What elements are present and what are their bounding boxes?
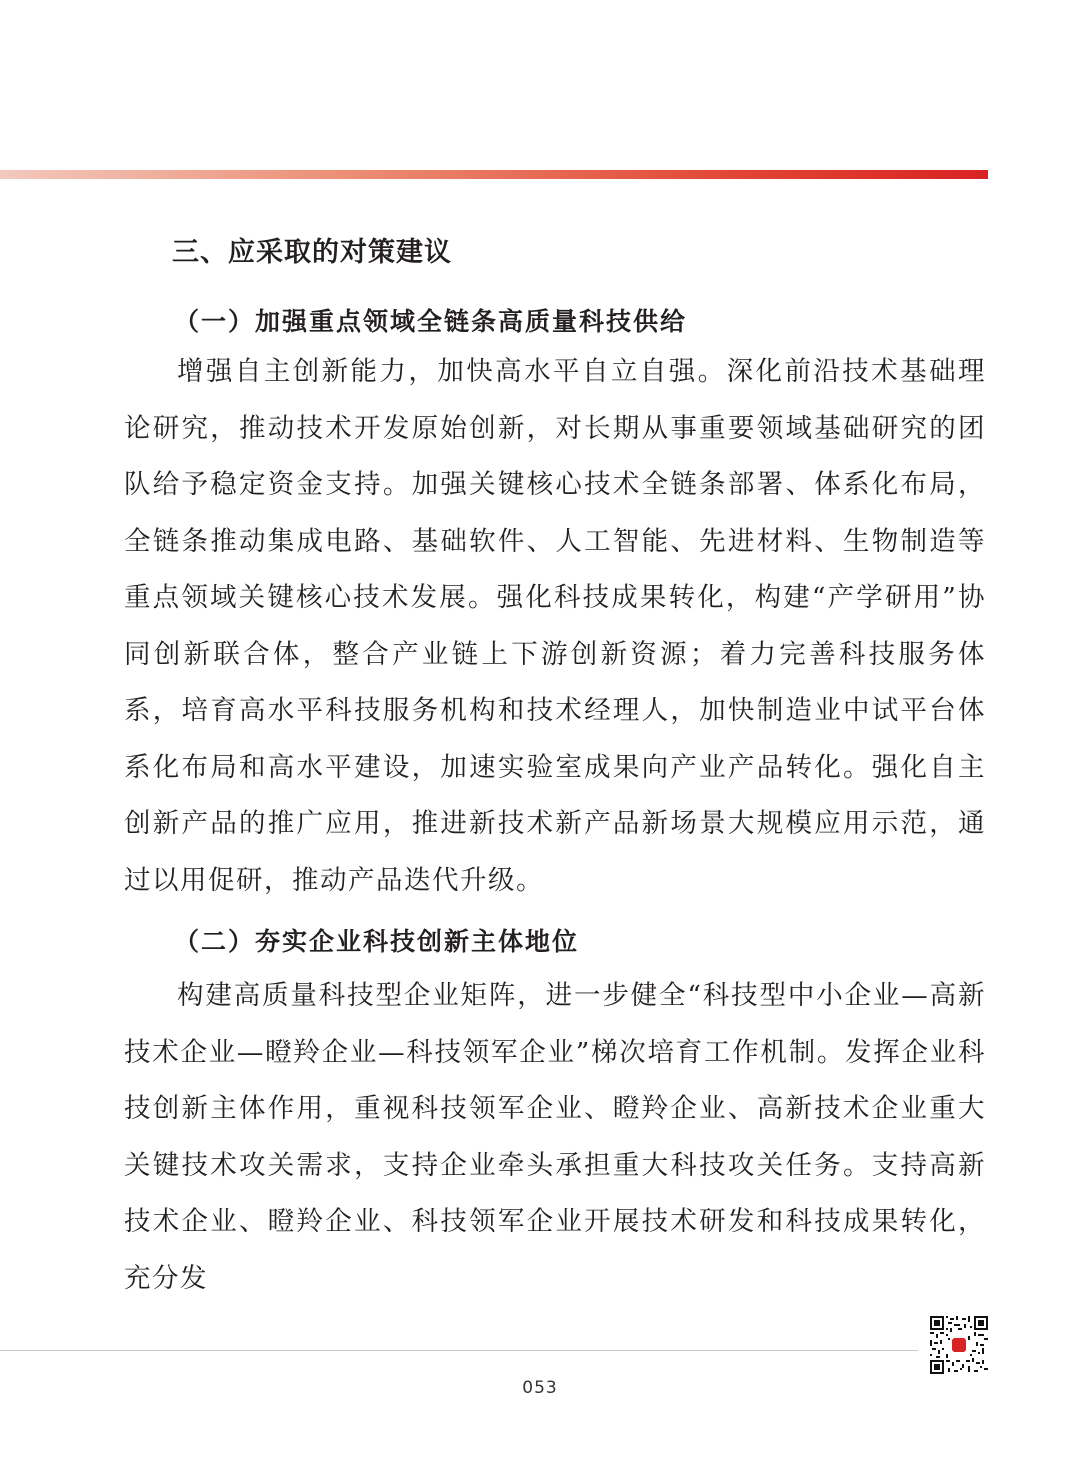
section-heading: 三、应采取的对策建议 (172, 237, 452, 268)
subsection-body-2: 构建高质量科技型企业矩阵，进一步健全“科技型中小企业—高新技术企业—瞪羚企业—科技领军企业”梯次培育工作机制。发挥企业科技创新主体作用，重视科技领军企业、瞪羚企业、高新技术企业重大关键技术攻关需求，支持企业牵头承担重大科技攻关任务。支持高新技术企业、瞪羚企业、科技领军企业开展技术研发和科技成果转化，充分发 (124, 980, 986, 1294)
footer-divider (0, 1350, 918, 1351)
header-accent-bar (0, 170, 988, 179)
subsection-heading-1: （一）加强重点领域全链条高质量科技供给 (174, 307, 688, 336)
subsection-heading-2: （二）夯实企业科技创新主体地位 (174, 927, 580, 956)
subsection-body-1: 增强自主创新能力，加快高水平自立自强。深化前沿技术基础理论研究，推动技术开发原始创新，对长期从事重要领域基础研究的团队给予稳定资金支持。加强关键核心技术全链条部署、体系化布局，全链条推动集成电路、基础软件、人工智能、先进材料、生物制造等重点领域关键核心技术发展。强化科技成果转化，构建“产学研用”协同创新联合体，整合产业链上下游创新资源；着力完善科技服务体系，培育高水平科技服务机构和技术经理人，加快制造业中试平台体系化布局和高水平建设，加速实验室成果向产业产品转化。强化自主创新产品的推广应用，推进新技术新产品新场景大规模应用示范，通过以用促研，推动产品迭代升级。 (124, 356, 986, 896)
page-number: 053 (522, 1378, 558, 1398)
qr-code-icon (930, 1316, 988, 1374)
